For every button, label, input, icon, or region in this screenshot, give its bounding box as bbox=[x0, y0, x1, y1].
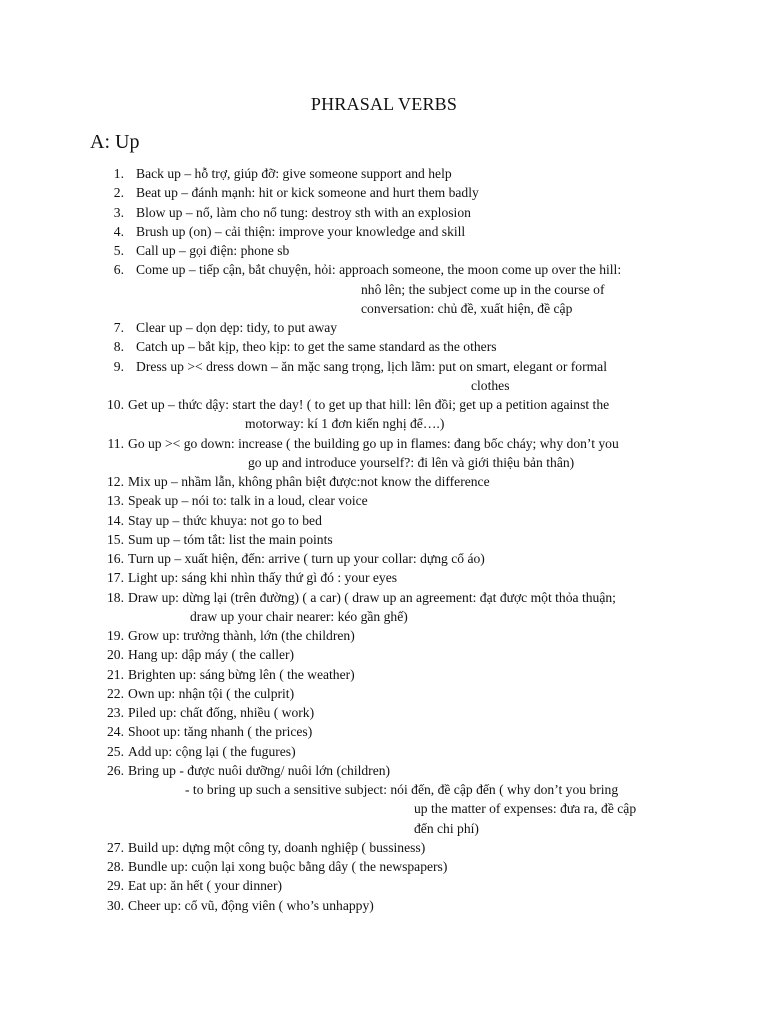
list-item-text: Build up: dựng một công ty, doanh nghiệp ( bussiness) bbox=[128, 839, 426, 855]
list-item-number: 7. bbox=[113, 320, 124, 335]
list-item-continuation: conversation: chủ đề, xuất hiện, đề cập bbox=[361, 300, 573, 316]
list-item-text: Back up – hỗ trợ, giúp đỡ: give someone support and help bbox=[136, 166, 452, 181]
list-item-number: 1. bbox=[113, 166, 124, 181]
list-item-text: Own up: nhận tội ( the culprit) bbox=[128, 685, 295, 701]
list-item-text: Clear up – dọn dẹp: tidy, to put away bbox=[136, 320, 338, 335]
list-item-continuation: clothes bbox=[471, 377, 510, 393]
list-item-number: 19. bbox=[107, 628, 124, 643]
list-item-number: 4. bbox=[113, 223, 124, 239]
list-item-number: 5. bbox=[113, 243, 124, 258]
list-item-text: Bundle up: cuộn lại xong buộc bằng dây ( the newspapers) bbox=[128, 859, 448, 874]
list-item-number: 12. bbox=[107, 474, 124, 489]
list-item-text: Brighten up: sáng bừng lên ( the weather) bbox=[128, 666, 355, 682]
list-item-number: 25. bbox=[107, 743, 124, 759]
list-item-number: 13. bbox=[107, 493, 124, 509]
list-item-number: 11. bbox=[107, 435, 124, 451]
list-item-text: Sum up – tóm tắt: list the main points bbox=[128, 531, 333, 547]
list-item-number: 21. bbox=[107, 666, 124, 682]
list-item-text: Draw up: dừng lại (trên đường) ( a car) ( draw up an agreement: đạt được một thỏa thuận; bbox=[128, 589, 616, 605]
list-item-text: Catch up – bắt kịp, theo kịp: to get the same standard as the others bbox=[136, 339, 497, 355]
list-item-text: Eat up: ăn hết ( your dinner) bbox=[128, 878, 283, 894]
list-item-number: 28. bbox=[107, 859, 124, 874]
list-item-number: 29. bbox=[107, 878, 124, 894]
list-item-number: 15. bbox=[107, 531, 124, 547]
list-item-text: Turn up – xuất hiện, đến: arrive ( turn up your collar: dựng cổ áo) bbox=[128, 551, 485, 566]
list-item-continuation: go up and introduce yourself?: đi lên và giới thiệu bản thân) bbox=[248, 454, 575, 470]
list-item-number: 26. bbox=[107, 762, 124, 778]
list-item-number: 24. bbox=[107, 724, 124, 740]
list-item-number: 14. bbox=[107, 512, 124, 528]
list-item-text: Add up: cộng lại ( the fugures) bbox=[128, 743, 296, 759]
list-item-text: Brush up (on) – cải thiện: improve your knowledge and skill bbox=[136, 223, 466, 239]
list-item-text: Go up >< go down: increase ( the building go up in flames: đang bốc cháy; why don’t you bbox=[128, 435, 619, 451]
list-item-text: Shoot up: tăng nhanh ( the prices) bbox=[128, 724, 313, 740]
section-heading: A: Up bbox=[90, 131, 140, 153]
list-item-continuation: đến chi phí) bbox=[414, 820, 479, 836]
list-item-continuation: - to bring up such a sensitive subject: nói đến, đề cập đến ( why don’t you bring bbox=[185, 782, 619, 797]
list-item-number: 27. bbox=[107, 839, 124, 855]
list-item-text: Dress up >< dress down – ăn mặc sang trọng, lịch lãm: put on smart, elegant or formal bbox=[136, 358, 607, 374]
list-item-text: Light up: sáng khi nhìn thấy thứ gì đó : your eyes bbox=[128, 570, 398, 586]
list-item-number: 22. bbox=[107, 685, 124, 701]
list-item-number: 6. bbox=[113, 262, 124, 278]
list-item-number: 16. bbox=[107, 551, 124, 566]
list-item-continuation: motorway: kí 1 đơn kiến nghị để….) bbox=[245, 416, 445, 432]
list-item-number: 30. bbox=[107, 897, 124, 913]
list-item-text: Speak up – nói to: talk in a loud, clear voice bbox=[128, 493, 368, 509]
list-item-number: 9. bbox=[113, 358, 124, 374]
list-item-number: 18. bbox=[107, 589, 124, 605]
list-item-text: Grow up: trưởng thành, lớn (the children) bbox=[128, 628, 355, 643]
list-item-number: 3. bbox=[113, 204, 124, 220]
list-item-continuation: up the matter of expenses: đưa ra, đề cập bbox=[414, 801, 637, 817]
list-item-continuation: nhô lên; the subject come up in the course of bbox=[361, 281, 605, 297]
list-item-text: Piled up: chất đống, nhiều ( work) bbox=[128, 705, 315, 720]
list-item-text: Come up – tiếp cận, bắt chuyện, hỏi: approach someone, the moon come up over the hill: bbox=[136, 262, 622, 278]
list-item-text: Call up – gọi điện: phone sb bbox=[136, 243, 290, 258]
list-item-continuation: draw up your chair nearer: kéo gần ghế) bbox=[190, 608, 408, 624]
list-item-number: 10. bbox=[107, 397, 124, 412]
list-item-text: Mix up – nhầm lẫn, không phân biệt được:not know the difference bbox=[128, 474, 490, 489]
list-item-number: 8. bbox=[113, 339, 124, 355]
page-title: PHRASAL VERBS bbox=[310, 94, 458, 114]
list-item-text: Stay up – thức khuya: not go to bed bbox=[128, 512, 322, 528]
list-item-text: Beat up – đánh mạnh: hit or kick someone and hurt them badly bbox=[136, 185, 479, 201]
list-item-number: 17. bbox=[107, 570, 124, 586]
list-item-text: Get up – thức dậy: start the day! ( to get up that hill: lên đồi; get up a petition against the bbox=[128, 397, 610, 412]
list-item-text: Bring up - được nuôi dưỡng/ nuôi lớn (children) bbox=[128, 762, 391, 778]
list-item-number: 20. bbox=[107, 647, 124, 663]
list-item-number: 2. bbox=[113, 185, 124, 201]
list-item-text: Cheer up: cổ vũ, động viên ( who’s unhappy) bbox=[128, 897, 374, 913]
list-item-text: Hang up: dập máy ( the caller) bbox=[128, 647, 295, 663]
list-item-number: 23. bbox=[107, 705, 124, 720]
list-item-text: Blow up – nổ, làm cho nổ tung: destroy sth with an explosion bbox=[136, 204, 471, 220]
